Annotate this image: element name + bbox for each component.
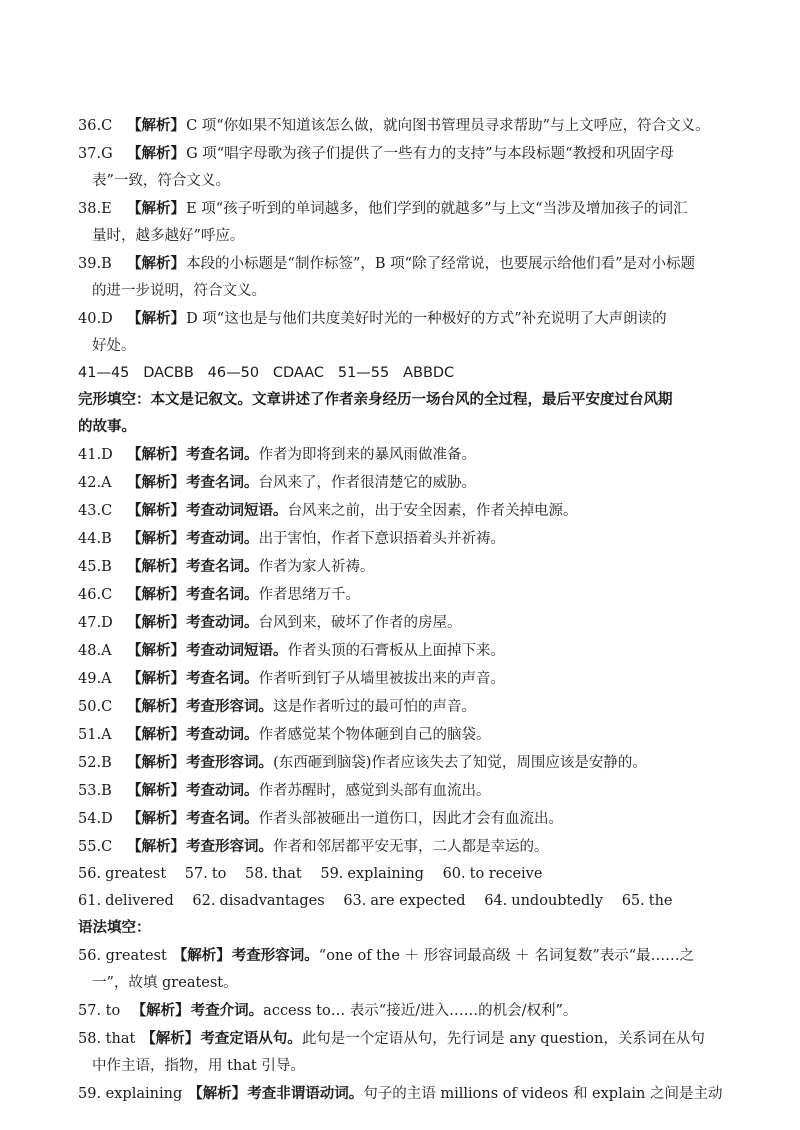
grammar-entry-57: 57. to 【解析】考查介词。access to… 表示“接近/进入……的机会/权利”。	[78, 1002, 578, 1019]
cloze-entry-54: 54.D 【解析】考查名词。作者头部被砸出一道伤口，因此才会有血流出。	[78, 810, 564, 827]
reading-entry-40: 40.D 【解析】D 项“这也是与他们共度美好时光的一种极好的方式”补充说明了大声朗读的 好处。	[78, 310, 667, 354]
grammar-answer-63: 63. are expected	[343, 893, 466, 909]
cloze-answer-summary: 41—45 DACBB 46—50 CDAAC 51—55 ABBDC	[78, 365, 455, 381]
cloze-entry-48: 48.A 【解析】考查动词短语。作者头顶的石膏板从上面掉下来。	[78, 642, 506, 659]
reading-entry-37: 37.G 【解析】G 项“唱字母歌为孩子们提供了一些有力的支持”与本段标题“教授和巩固字母 表”一致，符合文义。	[78, 145, 674, 189]
grammar-answer-row-1	[78, 861, 738, 888]
grammar-answer-60: 60. to receive	[442, 866, 543, 882]
grammar-entry-59: 59. explaining 【解析】考查非谓语动词。句子的主语 millions of videos 和 explain 之间是主动	[78, 1085, 723, 1102]
grammar-answer-62: 62. disadvantages	[192, 893, 325, 909]
grammar-answer-65: 65. the	[621, 893, 673, 909]
grammar-answer-59: 59. explaining	[320, 866, 424, 882]
grammar-answer-56: 56. greatest	[78, 866, 167, 882]
cloze-entry-42: 42.A 【解析】考查名词。台风来了，作者很清楚它的威胁。	[78, 474, 477, 491]
grammar-answer-64: 64. undoubtedly	[484, 893, 604, 909]
grammar-answer-57: 57. to	[184, 866, 227, 882]
cloze-heading: 完形填空：本文是记叙文。文章讲述了作者亲身经历一场台风的全过程，最后平安度过台风期 的故事。	[78, 392, 673, 435]
cloze-entry-43: 43.C 【解析】考查动词短语。台风来之前，出于安全因素，作者关掉电源。	[78, 502, 578, 519]
reading-entry-36: 36.C 【解析】C 项“你如果不知道该怎么做，就向图书管理员寻求帮助”与上文呼应，符合文义。	[78, 117, 710, 134]
cloze-entry-52: 52.B 【解析】考查形容词。(东西砸到脑袋)作者应该失去了知觉，周围应该是安静的。	[78, 754, 647, 771]
cloze-entry-49: 49.A 【解析】考查名词。作者听到钉子从墙里被拔出来的声音。	[78, 670, 506, 687]
reading-section	[78, 112, 738, 360]
cloze-entry-44: 44.B 【解析】考查动词。出于害怕，作者下意识捂着头并祈祷。	[78, 530, 506, 547]
grammar-heading: 语法填空：	[78, 920, 151, 936]
cloze-entry-45: 45.B 【解析】考查名词。作者为家人祈祷。	[78, 558, 375, 575]
reading-entry-39: 39.B 【解析】本段的小标题是“制作标签”，B 项“除了经常说，也要展示给他们看”是对小标题 的进一步说明，符合文义。	[78, 255, 695, 299]
grammar-entry-58: 58. that 【解析】考查定语从句。此句是一个定语从句，先行词是 any question，关系词在从句 中作主语，指物，用 that 引导。	[78, 1030, 705, 1074]
grammar-answer-58: 58. that	[245, 866, 302, 882]
cloze-entry-41: 41.D 【解析】考查名词。作者为即将到来的暴风雨做准备。	[78, 446, 477, 463]
cloze-entry-53: 53.B 【解析】考查动词。作者苏醒时，感觉到头部有血流出。	[78, 782, 491, 799]
grammar-answer-row-2	[78, 888, 738, 915]
answer-key-content	[78, 112, 738, 1108]
cloze-section	[78, 441, 738, 861]
cloze-entry-50: 50.C 【解析】考查形容词。这是作者听过的最可怕的声音。	[78, 698, 477, 715]
cloze-entry-46: 46.C 【解析】考查名词。作者思绪万千。	[78, 586, 361, 603]
grammar-entry-56: 56. greatest 【解析】考查形容词。“one of the ＋ 形容词最高级 ＋ 名词复数”表示“最……之 一”，故填 greatest。	[78, 947, 695, 991]
cloze-entry-55: 55.C 【解析】考查形容词。作者和邻居都平安无事，二人都是幸运的。	[78, 838, 549, 855]
cloze-entry-47: 47.D 【解析】考查动词。台风到来，破坏了作者的房屋。	[78, 614, 462, 631]
reading-entry-38: 38.E 【解析】E 项“孩子听到的单词越多，他们学到的就越多”与上文“当涉及增加孩子的词汇 量时，越多越好”呼应。	[78, 200, 688, 244]
cloze-entry-51: 51.A 【解析】考查动词。作者感觉某个物体砸到自己的脑袋。	[78, 726, 491, 743]
grammar-section	[78, 942, 738, 1108]
grammar-answer-61: 61. delivered	[78, 893, 174, 909]
